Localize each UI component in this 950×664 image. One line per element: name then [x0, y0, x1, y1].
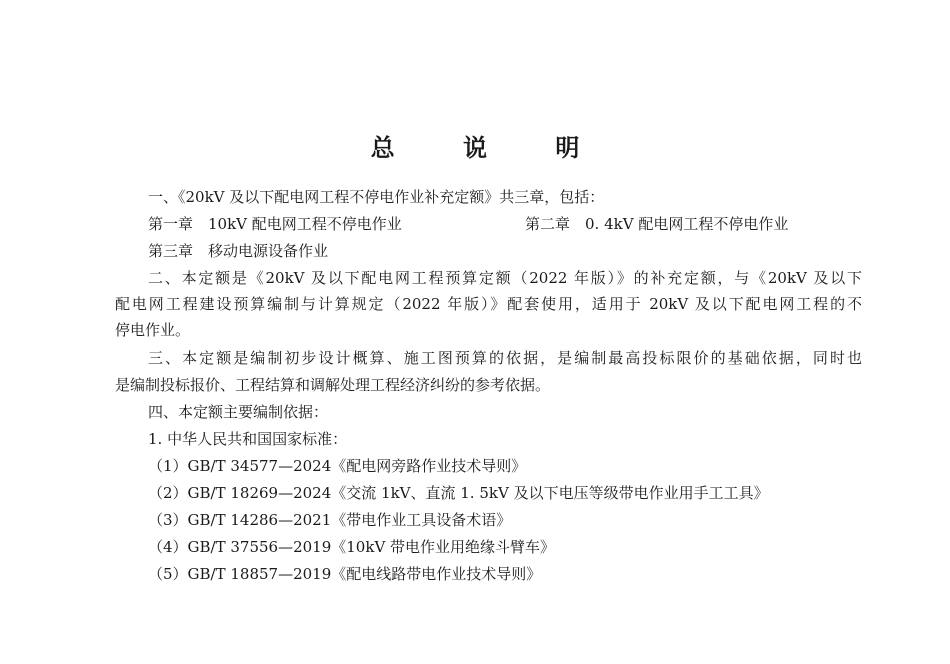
- chapter-three: 第三章 移动电源设备作业: [148, 242, 329, 260]
- standard-item-2: （2）GB/T 18269—2024《交流 1kV、直流 1. 5kV 及以下电压等级带电作业用手工工具》: [148, 484, 769, 502]
- paragraph-three-line-2: 是编制投标报价、工程结算和调解处理工程经济纠纷的参考依据。: [115, 376, 551, 394]
- chapter-one: 第一章 10kV 配电网工程不停电作业: [148, 215, 402, 233]
- standard-item-3: （3）GB/T 14286—2021《带电作业工具设备术语》: [148, 511, 512, 529]
- chapter-two: 第二章 0. 4kV 配电网工程不停电作业: [525, 215, 789, 233]
- paragraph-three-line-1: 三、本定额是编制初步设计概算、施工图预算的依据，是编制最高投标限价的基础依据，同时也: [148, 349, 862, 367]
- paragraph-two-line-2: 配电网工程建设预算编制与计算规定（2022 年版）》配套使用，适用于 20kV 及以下配电网工程的不: [115, 295, 862, 313]
- standard-item-4: （4）GB/T 37556—2019《10kV 带电作业用绝缘斗臂车》: [148, 538, 556, 556]
- page-title: 总 说 明: [370, 134, 610, 162]
- list-item-national-standards: 1. 中华人民共和国国家标准：: [148, 430, 348, 448]
- standard-item-5: （5）GB/T 18857—2019《配电线路带电作业技术导则》: [148, 565, 542, 583]
- paragraph-two-line-1: 二、本定额是《20kV 及以下配电网工程预算定额（2022 年版）》的补充定额，与《20kV 及以下: [148, 269, 862, 287]
- paragraph-four: 四、本定额主要编制依据：: [148, 403, 329, 421]
- paragraph-two-line-3: 停电作业。: [115, 321, 191, 339]
- paragraph-intro: 一、《20kV 及以下配电网工程不停电作业补充定额》共三章，包括：: [148, 188, 605, 206]
- standard-item-1: （1）GB/T 34577—2024《配电网旁路作业技术导则》: [148, 457, 527, 475]
